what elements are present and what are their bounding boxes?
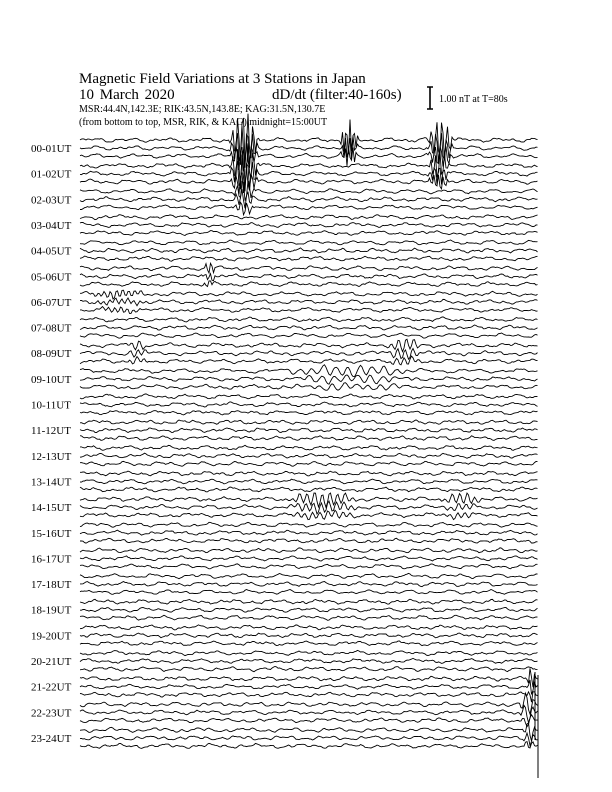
trace-rik-row-5 (80, 274, 538, 281)
trace-msr-row-16 (80, 564, 538, 569)
trace-rik-row-7 (80, 325, 538, 330)
row-label-12-13UT: 12-13UT (31, 450, 72, 463)
trace-msr-row-4 (80, 256, 538, 261)
trace-rik-row-11 (80, 428, 538, 433)
trace-msr-row-5 (80, 281, 538, 287)
station-order-note: (from bottom to top, MSR, RIK, & KAG) midnight=15:00UT (79, 117, 328, 128)
row-labels (31, 143, 72, 745)
row-label-11-12UT: 11-12UT (31, 425, 71, 438)
trace-msr-row-15 (80, 538, 538, 543)
row-label-03-04UT: 03-04UT (31, 219, 72, 232)
trace-rik-row-17 (80, 582, 538, 587)
trace-kag-row-0 (80, 114, 538, 165)
trace-msr-row-18 (80, 615, 538, 620)
row-label-21-22UT: 21-22UT (31, 681, 72, 694)
row-label-20-21UT: 20-21UT (31, 656, 72, 668)
trace-rik-row-18 (80, 608, 538, 613)
trace-msr-row-22 (80, 715, 538, 727)
row-label-23-24UT: 23-24UT (31, 732, 72, 745)
row-label-18-19UT: 18-19UT (31, 604, 72, 617)
row-label-22-23UT: 22-23UT (31, 707, 72, 720)
trace-rik-row-8 (80, 349, 538, 360)
trace-kag-row-16 (80, 548, 538, 553)
trace-rik-row-19 (80, 633, 538, 638)
trace-kag-row-12 (80, 445, 538, 450)
trace-kag-row-4 (80, 240, 538, 245)
trace-kag-row-15 (80, 522, 538, 527)
trace-rik-row-13 (80, 479, 538, 484)
row-label-19-20UT: 19-20UT (31, 630, 72, 643)
row-label-13-14UT: 13-14UT (31, 476, 72, 489)
trace-msr-row-20 (80, 667, 538, 672)
trace-msr-row-1 (80, 168, 538, 194)
trace-rik-row-21 (80, 680, 538, 695)
trace-kag-row-9 (80, 365, 538, 377)
trace-kag-row-18 (80, 599, 538, 604)
trace-kag-row-21 (80, 668, 538, 687)
traces (80, 114, 538, 778)
trace-kag-row-20 (80, 650, 538, 655)
trace-kag-row-17 (80, 573, 538, 578)
trace-kag-row-6 (80, 290, 538, 299)
row-label-05-06UT: 05-06UT (31, 271, 72, 284)
trace-msr-row-21 (80, 692, 538, 703)
trace-kag-row-7 (80, 317, 538, 322)
trace-kag-row-10 (80, 394, 538, 399)
row-label-10-11UT: 10-11UT (31, 399, 71, 412)
trace-msr-row-7 (80, 333, 538, 338)
row-label-06-07UT: 06-07UT (31, 296, 72, 309)
scale-bar-marker (427, 87, 433, 109)
row-label-02-03UT: 02-03UT (31, 194, 72, 207)
row-label-16-17UT: 16-17UT (31, 553, 72, 566)
trace-rik-row-23 (80, 733, 538, 746)
trace-rik-row-10 (80, 402, 538, 407)
row-label-09-10UT: 09-10UT (31, 373, 72, 386)
trace-kag-row-5 (80, 263, 538, 273)
row-label-01-02UT: 01-02UT (31, 168, 72, 181)
trace-kag-row-8 (80, 339, 538, 351)
trace-kag-row-14 (80, 493, 538, 507)
trace-msr-row-13 (80, 487, 538, 492)
row-label-07-08UT: 07-08UT (31, 322, 72, 335)
trace-msr-row-3 (80, 231, 538, 236)
trace-rik-row-15 (80, 530, 538, 535)
trace-msr-row-6 (80, 307, 538, 314)
trace-rik-row-12 (80, 453, 538, 458)
stations-label: MSR:44.4N,142.3E; RIK:43.5N,143.8E; KAG:31.5N,130.7E (79, 104, 326, 115)
row-label-17-18UT: 17-18UT (31, 579, 72, 592)
trace-msr-row-14 (80, 510, 538, 519)
trace-rik-row-14 (80, 501, 538, 514)
trace-msr-row-11 (80, 436, 538, 441)
trace-msr-row-2 (80, 202, 538, 215)
trace-msr-row-12 (80, 461, 538, 466)
trace-rik-row-3 (80, 222, 538, 227)
row-label-00-01UT: 00-01UT (31, 143, 72, 155)
trace-rik-row-1 (80, 158, 538, 192)
trace-rik-row-22 (80, 705, 538, 722)
trace-kag-row-19 (80, 625, 538, 630)
row-label-14-15UT: 14-15UT (31, 502, 72, 515)
date-label: 10 March 2020 (79, 87, 175, 103)
row-label-15-16UT: 15-16UT (31, 527, 72, 540)
trace-rik-row-0 (80, 126, 538, 168)
trace-msr-row-8 (80, 356, 538, 365)
row-label-08-09UT: 08-09UT (31, 348, 72, 361)
trace-rik-row-20 (80, 658, 538, 663)
trace-rik-row-9 (80, 375, 538, 384)
trace-msr-row-10 (80, 411, 538, 415)
trace-rik-row-16 (80, 556, 538, 561)
trace-kag-row-3 (80, 215, 538, 220)
trace-kag-row-11 (80, 420, 538, 424)
chart-title: Magnetic Field Variations at 3 Stations in Japan (79, 71, 366, 87)
scale-bar-label: 1.00 nT at T=80s (439, 94, 508, 105)
trace-kag-row-13 (80, 471, 538, 476)
trace-msr-row-17 (80, 590, 538, 595)
trace-msr-row-23 (80, 742, 538, 749)
row-label-04-05UT: 04-05UT (31, 245, 72, 258)
trace-rik-row-6 (80, 298, 538, 306)
end-spike-trace (535, 672, 538, 778)
scale-bar (427, 87, 433, 109)
filter-label: dD/dt (filter:40-160s) (272, 87, 402, 103)
trace-msr-row-19 (80, 641, 538, 646)
trace-rik-row-4 (80, 248, 538, 253)
trace-msr-row-9 (80, 383, 538, 391)
